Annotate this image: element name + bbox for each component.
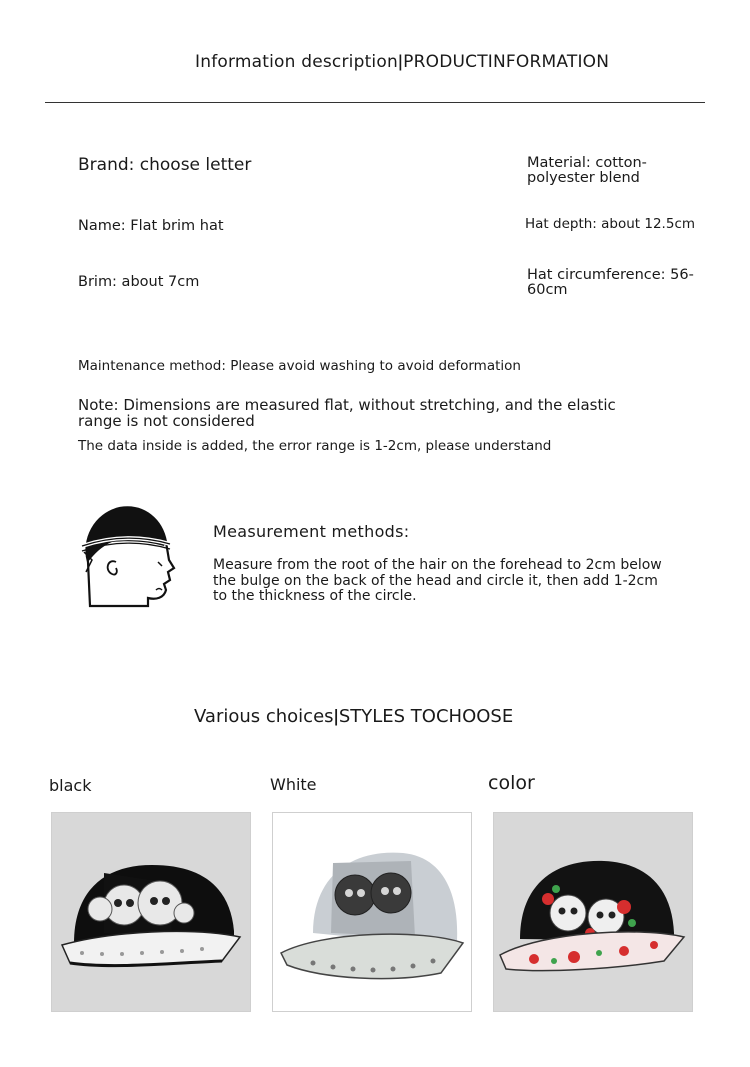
spec-name: Name: Flat brim hat — [78, 218, 224, 234]
style-photo-white[interactable] — [272, 812, 472, 1012]
spec-brand: Brand: choose letter — [78, 155, 252, 175]
styles-title: Various choicesǀSTYLES TOCHOOSE — [194, 706, 514, 727]
style-photo-black[interactable] — [51, 812, 251, 1012]
spec-brim: Brim: about 7cm — [78, 274, 200, 290]
dimension-note: Note: Dimensions are measured flat, without stretching, and the elastic range is not considered — [78, 396, 616, 430]
spec-depth: Hat depth: about 12.5cm — [525, 216, 696, 232]
maintenance-note: Maintenance method: Please avoid washing to avoid deformation — [78, 358, 521, 374]
style-label-black: black — [49, 776, 92, 795]
measurement-heading: Measurement methods: — [213, 522, 410, 541]
title-divider — [45, 102, 705, 103]
style-label-white: White — [270, 775, 317, 794]
measurement-text: Measure from the root of the hair on the forehead to 2cm below the bulge on the back of the head and circle it, then add 1-2cm to the thickness of the circle. — [213, 557, 662, 604]
style-photo-color[interactable] — [493, 812, 693, 1012]
spec-circumference: Hat circumference: 56-60cm — [527, 267, 694, 298]
head-measurement-illustration — [72, 502, 182, 612]
style-label-color: color — [488, 772, 535, 794]
page-title: Information descriptionǀPRODUCTINFORMATION — [195, 52, 610, 72]
spec-material: Material: cotton-polyester blend — [527, 155, 647, 186]
error-note: The data inside is added, the error range is 1-2cm, please understand — [78, 438, 552, 454]
